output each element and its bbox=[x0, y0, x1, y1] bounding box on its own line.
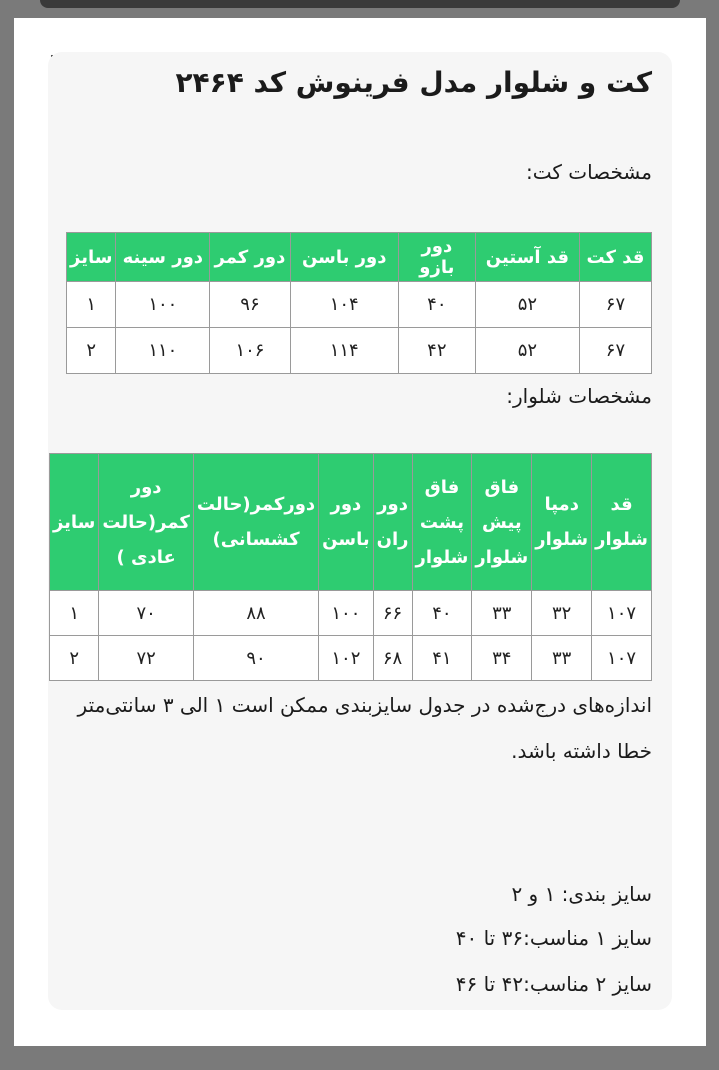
table-cell: ۹۰ bbox=[193, 636, 318, 681]
table-cell: ۳۴ bbox=[472, 636, 532, 681]
jacket-col-chest: دور سینه bbox=[116, 233, 210, 282]
table-row bbox=[49, 636, 651, 681]
table-cell: ۴۰ bbox=[412, 591, 472, 636]
jacket-col-sleeve: قد آستین bbox=[475, 233, 579, 282]
table-header-row bbox=[67, 233, 652, 282]
size-guide-card bbox=[48, 52, 672, 1010]
table-cell: ۱۱۰ bbox=[116, 328, 210, 374]
table-cell: ۱ bbox=[67, 282, 116, 328]
size-2-fit: سایز ۲ مناسب:۴۲ تا ۴۶ bbox=[455, 972, 652, 996]
page-title: کت و شلوار مدل فرینوش کد ۲۴۶۴ bbox=[175, 66, 652, 99]
table-cell: ۱۰۴ bbox=[290, 282, 398, 328]
table-cell: ۱۰۶ bbox=[210, 328, 290, 374]
table-cell: ۹۶ bbox=[210, 282, 290, 328]
table-cell: ۱۰۷ bbox=[592, 636, 652, 681]
table-cell: ۱۰۰ bbox=[116, 282, 210, 328]
table-cell: ۱ bbox=[49, 591, 98, 636]
table-cell: ۴۲ bbox=[398, 328, 475, 374]
table-cell: ۵۲ bbox=[475, 328, 579, 374]
pants-size-table bbox=[49, 453, 652, 681]
table-cell: ۷۲ bbox=[99, 636, 194, 681]
jacket-col-size: سایز bbox=[67, 233, 116, 282]
table-cell: ۱۰۰ bbox=[319, 591, 373, 636]
table-cell: ۶۷ bbox=[579, 328, 651, 374]
pants-col-size: سایز bbox=[49, 454, 98, 591]
table-cell: ۶۷ bbox=[579, 282, 651, 328]
table-cell: ۴۰ bbox=[398, 282, 475, 328]
pants-col-back-rise: فاق پشت شلوار bbox=[412, 454, 472, 591]
background-strip bbox=[40, 0, 680, 8]
sizing-info: سایز بندی: ۱ و ۲ bbox=[511, 882, 652, 906]
table-header-row bbox=[49, 454, 651, 591]
jacket-col-arm: دور بازو bbox=[398, 233, 475, 282]
pants-specs-label: مشخصات شلوار: bbox=[506, 384, 652, 408]
pants-col-front-rise: فاق پیش شلوار bbox=[472, 454, 532, 591]
table-cell: ۲ bbox=[67, 328, 116, 374]
pants-col-waist-stretch: دورکمر(حالت کشسانی) bbox=[193, 454, 318, 591]
pants-col-hem: دمپا شلوار bbox=[532, 454, 592, 591]
pants-col-thigh: دور ران bbox=[373, 454, 412, 591]
table-cell: ۳۳ bbox=[532, 636, 592, 681]
table-cell: ۱۱۴ bbox=[290, 328, 398, 374]
table-cell: ۷۰ bbox=[99, 591, 194, 636]
pants-col-waist-normal: دور کمر(حالت عادی ) bbox=[99, 454, 194, 591]
table-cell: ۶۶ bbox=[373, 591, 412, 636]
size-1-fit: سایز ۱ مناسب:۳۶ تا ۴۰ bbox=[455, 926, 652, 950]
table-cell: ۶۸ bbox=[373, 636, 412, 681]
table-cell: ۸۸ bbox=[193, 591, 318, 636]
table-row bbox=[67, 282, 652, 328]
jacket-col-length: قد کت bbox=[579, 233, 651, 282]
jacket-size-table bbox=[66, 232, 652, 374]
pants-col-hip: دور باسن bbox=[319, 454, 373, 591]
table-row bbox=[67, 328, 652, 374]
size-guide-modal bbox=[14, 18, 706, 1046]
table-row bbox=[49, 591, 651, 636]
jacket-col-hip: دور باسن bbox=[290, 233, 398, 282]
size-tolerance-note: اندازه‌های درج‌شده در جدول سایزبندی ممکن است ۱ الی ۳ سانتی‌متر خطا داشته باشد. bbox=[77, 693, 652, 763]
table-cell: ۳۳ bbox=[472, 591, 532, 636]
jacket-col-waist: دور کمر bbox=[210, 233, 290, 282]
table-cell: ۱۰۷ bbox=[592, 591, 652, 636]
table-cell: ۲ bbox=[49, 636, 98, 681]
table-cell: ۵۲ bbox=[475, 282, 579, 328]
pants-col-length: قد شلوار bbox=[592, 454, 652, 591]
jacket-specs-label: مشخصات کت: bbox=[526, 160, 652, 184]
table-cell: ۴۱ bbox=[412, 636, 472, 681]
table-cell: ۱۰۲ bbox=[319, 636, 373, 681]
table-cell: ۳۲ bbox=[532, 591, 592, 636]
